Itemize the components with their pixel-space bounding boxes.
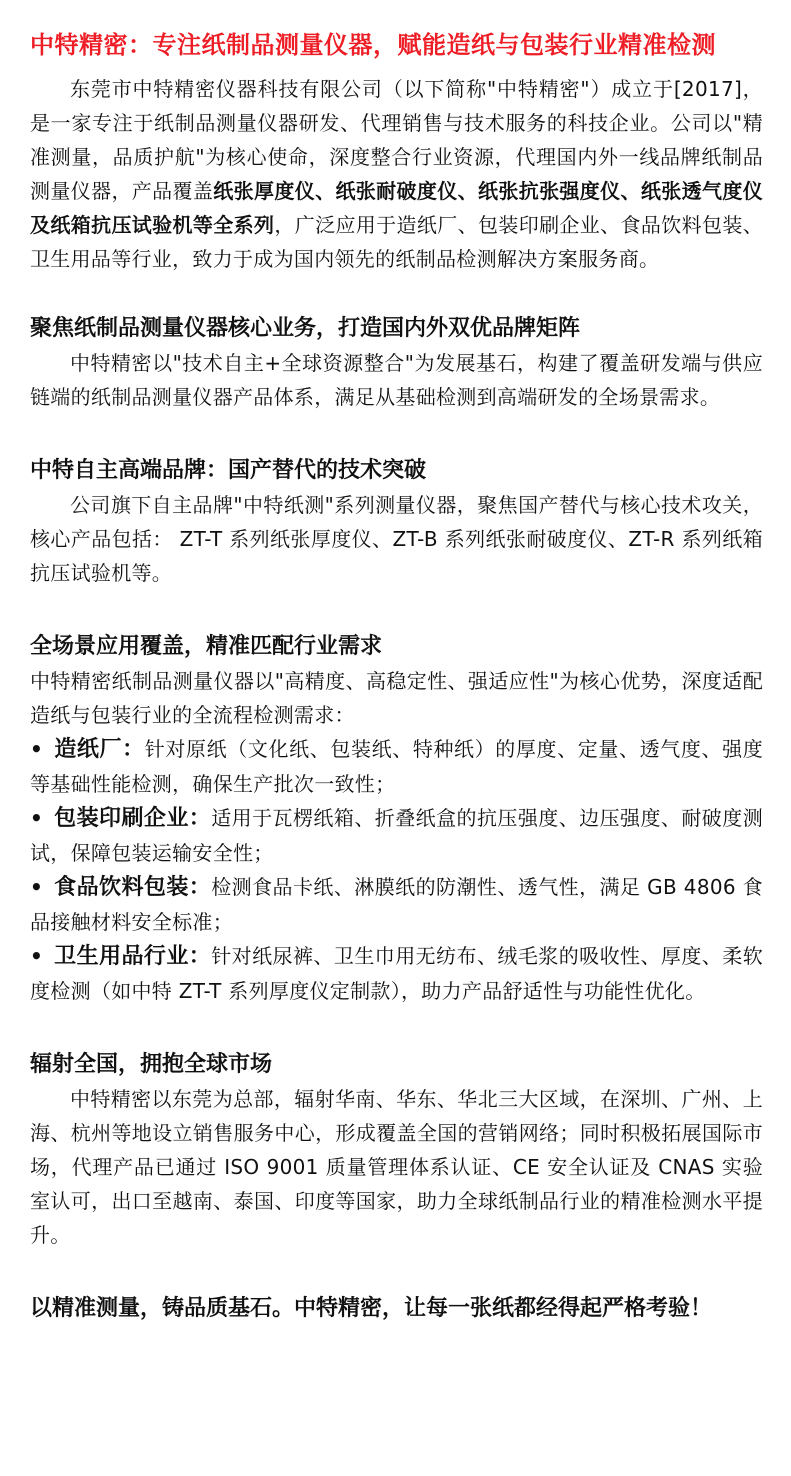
section-heading-market: 辐射全国，拥抱全球市场 bbox=[30, 1052, 273, 1077]
list-item-hygiene-products bbox=[30, 939, 763, 1008]
section-heading-own-brand: 中特自主高端品牌：国产替代的技术突破 bbox=[30, 458, 427, 483]
list-item-text: 检测食品卡纸、淋膜纸的防潮性、透气性，满足 GB 4806 食品接触材料安全标准； bbox=[30, 875, 763, 934]
list-item-text: 适用于瓦楞纸箱、折叠纸盒的抗压强度、边压强度、耐破度测试，保障包装运输安全性； bbox=[30, 806, 763, 865]
intro-paragraph bbox=[30, 72, 763, 276]
list-item-packaging-printing bbox=[30, 801, 763, 870]
list-item-term: 造纸厂： bbox=[54, 737, 145, 762]
list-item-term: 包装印刷企业： bbox=[54, 806, 212, 831]
section-body-core-business: 中特精密以"技术自主+全球资源整合"为发展基石，构建了覆盖研发端与供应链端的纸制品测量仪器产品体系，满足从基础检测到高端研发的全场景需求。 bbox=[30, 351, 763, 409]
section-heading-core-business: 聚焦纸制品测量仪器核心业务，打造国内外双优品牌矩阵 bbox=[30, 316, 581, 341]
section-heading-applications: 全场景应用覆盖，精准匹配行业需求 bbox=[30, 634, 383, 659]
list-item-text: 针对纸尿裤、卫生巾用无纺布、绒毛浆的吸收性、厚度、柔软度检测（如中特 ZT-T 系列厚度仪定制款），助力产品舒适性与功能性优化。 bbox=[30, 944, 763, 1003]
list-item-food-packaging bbox=[30, 870, 763, 939]
bullet-icon: • bbox=[30, 737, 44, 761]
spacer bbox=[30, 1008, 763, 1048]
section-body-own-brand: 公司旗下自主品牌"中特纸测"系列测量仪器，聚焦国产替代与核心技术攻关，核心产品包括： ZT-T 系列纸张厚度仪、ZT-B 系列纸张耐破度仪、ZT-R 系列纸箱抗压试验机等。 bbox=[30, 493, 763, 585]
list-item-term: 食品饮料包装： bbox=[54, 875, 212, 900]
bullet-icon: • bbox=[30, 944, 44, 968]
intro-product-range: 纸张厚度仪、纸张耐破度仪、纸张抗张强度仪、纸张透气度仪及纸箱抗压试验机等全系列 bbox=[30, 179, 763, 237]
spacer bbox=[30, 590, 763, 630]
bullet-icon: • bbox=[30, 875, 44, 899]
spacer bbox=[30, 276, 763, 312]
list-item-paper-mill bbox=[30, 732, 763, 801]
list-item-text: 针对原纸（文化纸、包装纸、特种纸）的厚度、定量、透气度、强度等基础性能检测，确保生产批次一致性； bbox=[30, 737, 764, 796]
page-title: 中特精密：专注纸制品测量仪器，赋能造纸与包装行业精准检测 bbox=[30, 31, 716, 59]
closing-slogan: 以精准测量，铸品质基石。中特精密，让每一张纸都经得起严格考验！ bbox=[30, 1296, 713, 1321]
intro-text-start: 东莞市中特精密仪器科技有限公司（以下简称"中特精密"）成立于[2017]，是一家专注于纸制品测量仪器研发、代理销售与技术服务的科技企业。公司以"精准测量，品质护航"为核心使命，深度整合行业资源，代理国内外一线品牌纸制品测量仪器，产品覆盖 bbox=[30, 77, 763, 203]
list-item-term: 卫生用品行业： bbox=[54, 944, 212, 969]
bullet-icon: • bbox=[30, 806, 44, 830]
section-body-applications: 中特精密纸制品测量仪器以"高精度、高稳定性、强适应性"为核心优势，深度适配造纸与包装行业的全流程检测需求： bbox=[30, 669, 763, 727]
section-body-market: 中特精密以东莞为总部，辐射华南、华东、华北三大区域，在深圳、广州、上海、杭州等地设立销售服务中心，形成覆盖全国的营销网络；同时积极拓展国际市场，代理产品已通过 ISO 9001 质量管理体系认证、CE 安全认证及 CNAS 实验室认可，出口至越南、泰国、印度等国家，助力全球纸制品行业的精准检测水平提升。 bbox=[30, 1087, 763, 1247]
intro-text-end: ，广泛应用于造纸厂、包装印刷企业、食品饮料包装、卫生用品等行业，致力于成为国内领先的纸制品检测解决方案服务商。 bbox=[30, 213, 763, 271]
spacer bbox=[30, 1252, 763, 1292]
spacer bbox=[30, 414, 763, 454]
